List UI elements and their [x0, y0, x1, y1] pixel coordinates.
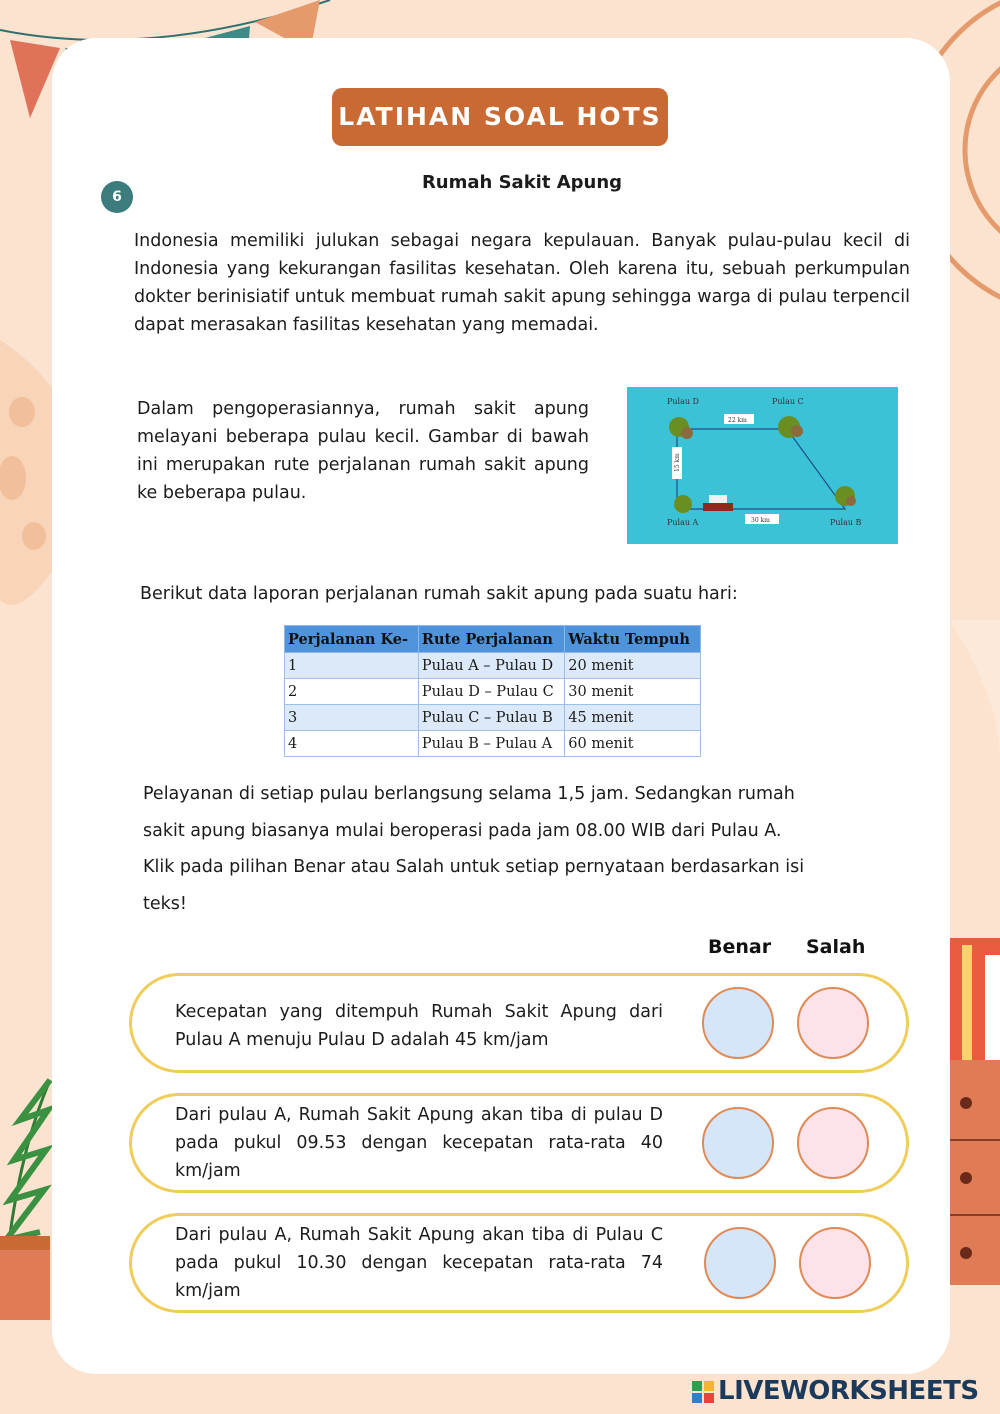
island-icon [669, 417, 693, 439]
benar-option-3[interactable] [704, 1227, 776, 1299]
salah-option-2[interactable] [797, 1107, 869, 1179]
table-cell: 3 [285, 705, 419, 731]
table-row [285, 679, 701, 705]
statement-text: Dari pulau A, Rumah Sakit Apung akan tiba di pulau D pada pukul 09.53 dengan kecepatan rata-rata 40 km/jam [175, 1105, 663, 1181]
ship-icon [703, 495, 733, 511]
map-label-pulau-b: Pulau B [830, 518, 862, 527]
statement-row-2 [129, 1093, 909, 1193]
salah-option-3[interactable] [799, 1227, 871, 1299]
info-line: teks! [143, 893, 187, 914]
map-label-pulau-a: Pulau A [667, 518, 699, 527]
instructions-block [143, 776, 923, 922]
intro-paragraph: Indonesia memiliki julukan sebagai negara kepulauan. Banyak pulau-pulau kecil di Indonesia yang kekurangan fasilitas kesehatan. Oleh karena itu, sebuah perkumpulan dokter berinisiatif untuk membuat rumah sakit apung sehingga warga di pulau terpencil dapat merasakan fasilitas kesehatan yang memadai. [134, 231, 910, 335]
table-header: Perjalanan Ke- [285, 626, 419, 653]
question-subtitle: Rumah Sakit Apung [421, 172, 623, 193]
route-map-drawing [627, 387, 898, 544]
info-line: Klik pada pilihan Benar atau Salah untuk setiap pernyataan berdasarkan isi [143, 857, 805, 877]
table-cell: Pulau D – Pulau C [418, 679, 564, 705]
island-icon [778, 416, 803, 438]
statement-text: Dari pulau A, Rumah Sakit Apung akan tiba di Pulau C pada pukul 10.30 dengan kecepatan rata-rata 74 km/jam [175, 1225, 663, 1301]
table-cell: 30 menit [565, 679, 701, 705]
brand-name: LIVEWORKSHEETS [718, 1376, 979, 1406]
table-cell: 2 [285, 679, 419, 705]
map-label-pulau-d: Pulau D [667, 397, 699, 406]
table-cell: 60 menit [565, 731, 701, 757]
table-cell: Pulau B – Pulau A [418, 731, 564, 757]
statement-row-3 [129, 1213, 909, 1313]
liveworksheets-logo-icon [692, 1381, 714, 1403]
table-cell: 1 [285, 653, 419, 679]
trip-table [284, 625, 701, 757]
table-row [285, 653, 701, 679]
table-intro: Berikut data laporan perjalanan rumah sakit apung pada suatu hari: [140, 584, 738, 604]
route-map [627, 387, 898, 544]
salah-column-label: Salah [806, 936, 866, 958]
page-title: LATIHAN SOAL HOTS [332, 88, 668, 146]
table-row [285, 731, 701, 757]
table-header: Waktu Tempuh [565, 626, 701, 653]
statement-row-1 [129, 973, 909, 1073]
island-icon [835, 486, 856, 506]
table-cell: 4 [285, 731, 419, 757]
benar-option-1[interactable] [702, 987, 774, 1059]
benar-option-2[interactable] [702, 1107, 774, 1179]
benar-column-label: Benar [708, 936, 772, 958]
map-distance-dc: 22 km [728, 417, 747, 424]
table-header-row [285, 626, 701, 653]
island-icon [674, 495, 692, 513]
info-line: Pelayanan di setiap pulau berlangsung selama 1,5 jam. Sedangkan rumah [143, 784, 795, 804]
route-paragraph: Dalam pengoperasiannya, rumah sakit apung melayani beberapa pulau kecil. Gambar di bawah ini merupakan rute perjalanan rumah sakit apung ke beberapa pulau. [137, 399, 589, 503]
statement-text: Kecepatan yang ditempuh Rumah Sakit Apung dari Pulau A menuju Pulau D adalah 45 km/jam [175, 1002, 663, 1050]
table-cell: 20 menit [565, 653, 701, 679]
question-number-badge: 6 [101, 181, 133, 213]
table-cell: Pulau A – Pulau D [418, 653, 564, 679]
liveworksheets-logo [692, 1376, 979, 1406]
map-label-pulau-c: Pulau C [772, 397, 804, 406]
salah-option-1[interactable] [797, 987, 869, 1059]
map-distance-ab: 30 km [751, 517, 770, 524]
map-distance-ad: 15 km [674, 453, 681, 472]
table-cell: 45 menit [565, 705, 701, 731]
table-cell: Pulau C – Pulau B [418, 705, 564, 731]
table-row [285, 705, 701, 731]
table-header: Rute Perjalanan [418, 626, 564, 653]
info-line: sakit apung biasanya mulai beroperasi pada jam 08.00 WIB dari Pulau A. [143, 820, 782, 841]
